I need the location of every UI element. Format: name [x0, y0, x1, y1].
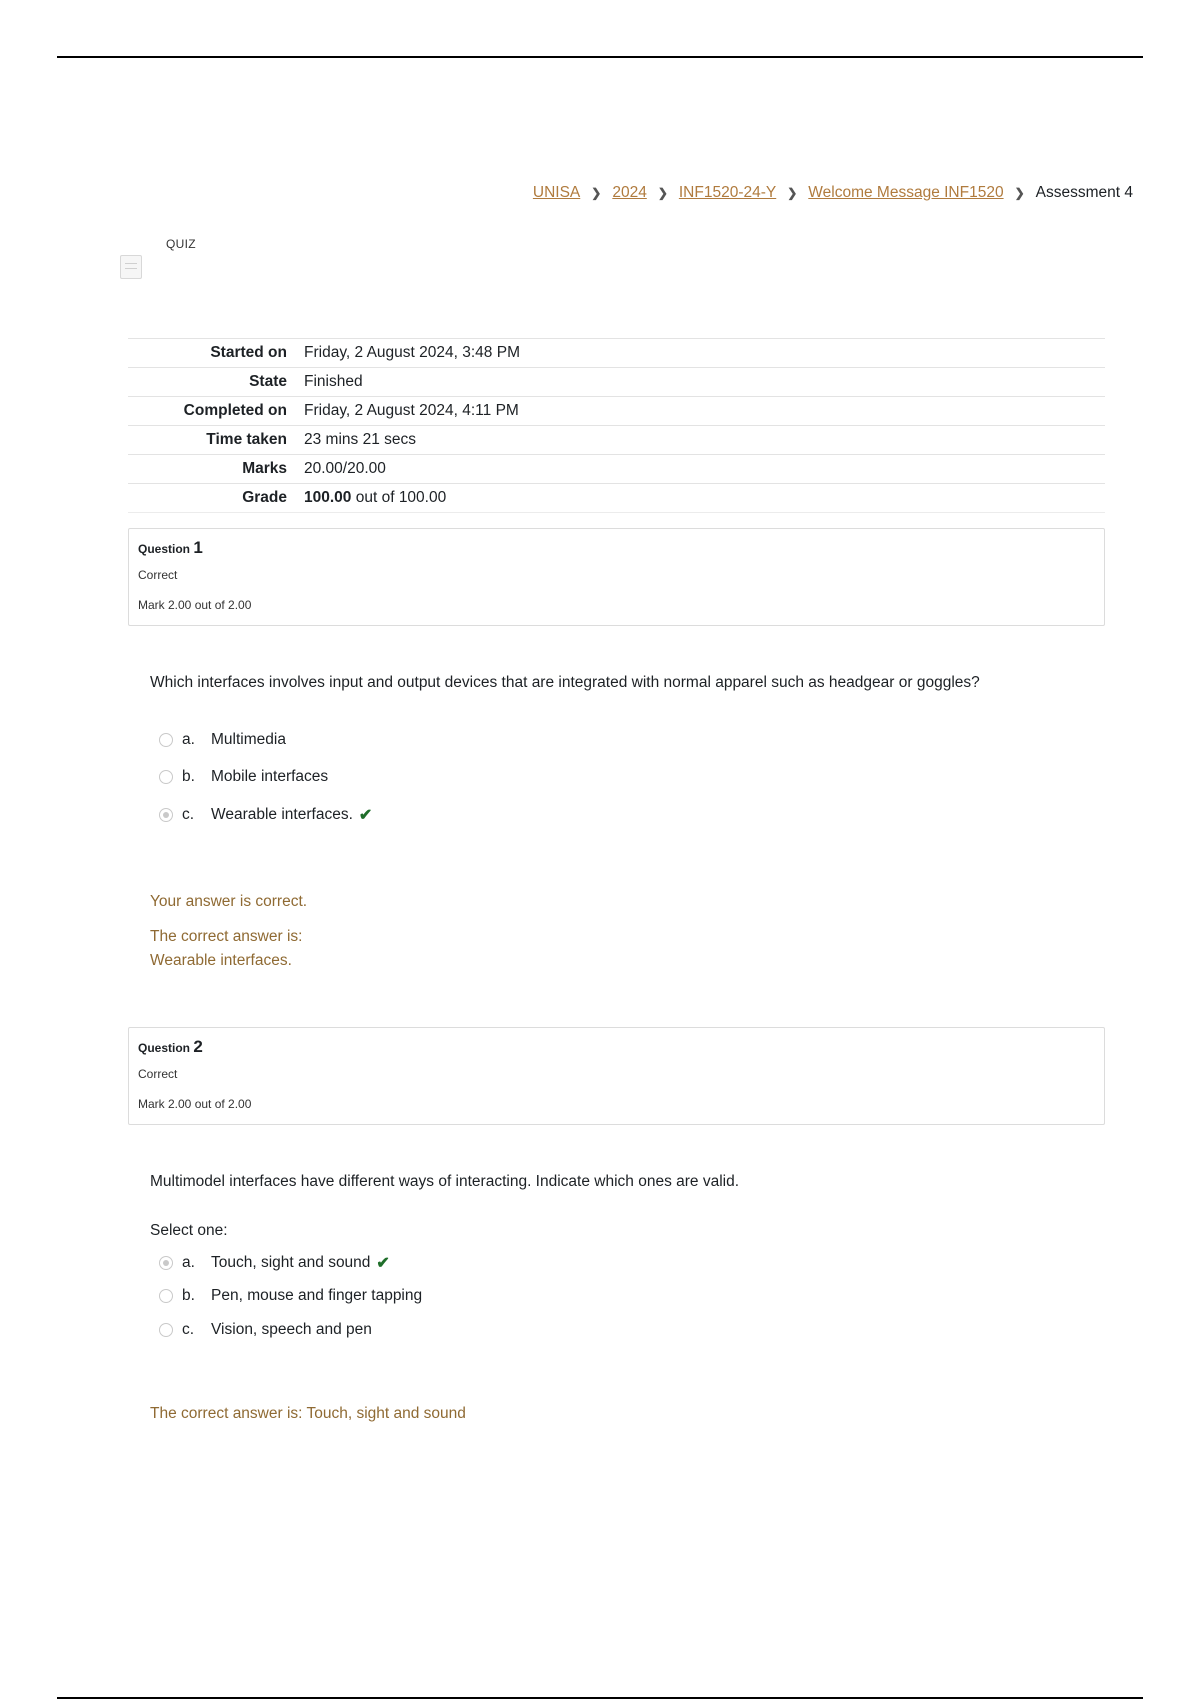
chevron-right-icon: ❯ [1014, 186, 1025, 200]
summary-label: Completed on [128, 397, 304, 426]
radio-button[interactable] [159, 733, 173, 747]
breadcrumb-link-unisa[interactable]: UNISA [532, 184, 581, 201]
option-text: Wearable interfaces. [211, 806, 353, 823]
question-number-value: 2 [193, 1037, 203, 1056]
right-answer-label: The correct answer is: [150, 928, 303, 945]
breadcrumb-link-section[interactable]: Welcome Message INF1520 [808, 184, 1004, 201]
grade-value: 100.00 [304, 489, 352, 506]
summary-row-state [128, 368, 1105, 397]
option-letter: b. [182, 1287, 195, 1304]
breadcrumb-link-year[interactable]: 2024 [612, 184, 647, 201]
summary-row-grade [128, 484, 1105, 513]
grade-suffix: out of 100.00 [351, 489, 447, 506]
right-answer: The correct answer is: Touch, sight and sound [150, 1405, 466, 1422]
answer-option[interactable] [159, 1253, 390, 1273]
right-answer: Wearable interfaces. [150, 952, 292, 969]
summary-value [304, 484, 1105, 513]
option-letter: b. [182, 768, 195, 785]
summary-label: Grade [128, 484, 304, 513]
summary-row-marks [128, 455, 1105, 484]
select-one-prompt: Select one: [150, 1222, 228, 1239]
question-text: Multimodel interfaces have different ways of interacting. Indicate which ones are valid. [150, 1173, 740, 1190]
specific-feedback: Your answer is correct. [150, 893, 308, 910]
breadcrumb-link-course[interactable]: INF1520-24-Y [678, 184, 777, 201]
question-label: Question [138, 542, 191, 556]
summary-row-time-taken [128, 426, 1105, 455]
chevron-right-icon: ❯ [787, 186, 798, 200]
option-letter: a. [182, 731, 195, 748]
answer-option[interactable] [159, 730, 286, 750]
question-label: Question [138, 1041, 191, 1055]
radio-button-selected[interactable] [159, 808, 173, 822]
page-top-rule [57, 56, 1143, 58]
summary-value: 20.00/20.00 [304, 455, 1105, 484]
option-text: Mobile interfaces [211, 768, 329, 785]
checkmark-icon: ✔ [358, 807, 373, 824]
question-text: Which interfaces involves input and output devices that are integrated with normal apparel such as headgear or goggles? [150, 674, 980, 691]
radio-button[interactable] [159, 770, 173, 784]
summary-value: Friday, 2 August 2024, 3:48 PM [304, 339, 1105, 368]
module-type-label: QUIZ [166, 237, 196, 251]
option-letter: a. [182, 1254, 195, 1271]
summary-label: Marks [128, 455, 304, 484]
question-grade: Mark 2.00 out of 2.00 [138, 1097, 252, 1111]
summary-label: Started on [128, 339, 304, 368]
question-grade: Mark 2.00 out of 2.00 [138, 598, 252, 612]
answer-option[interactable] [159, 1320, 372, 1340]
summary-value: 23 mins 21 secs [304, 426, 1105, 455]
summary-label: State [128, 368, 304, 397]
summary-value: Finished [304, 368, 1105, 397]
breadcrumb-current: Assessment 4 [1035, 184, 1133, 201]
option-text: Multimedia [211, 731, 286, 748]
quiz-document-icon [120, 255, 142, 279]
question-number-value: 1 [193, 538, 203, 557]
option-letter: c. [182, 1321, 195, 1338]
option-letter: c. [182, 806, 195, 823]
radio-button[interactable] [159, 1289, 173, 1303]
radio-button[interactable] [159, 1323, 173, 1337]
page-bottom-rule [57, 1697, 1143, 1699]
summary-label: Time taken [128, 426, 304, 455]
question-state: Correct [138, 1067, 178, 1081]
question-state: Correct [138, 568, 178, 582]
option-text: Vision, speech and pen [211, 1321, 372, 1338]
chevron-right-icon: ❯ [657, 186, 668, 200]
summary-value: Friday, 2 August 2024, 4:11 PM [304, 397, 1105, 426]
attempt-summary-table [128, 338, 1105, 513]
breadcrumb [533, 184, 1133, 202]
question-number [138, 538, 203, 558]
question-info-box [128, 528, 1105, 626]
checkmark-icon: ✔ [376, 1255, 390, 1272]
summary-row-completed [128, 397, 1105, 426]
answer-option[interactable] [159, 805, 372, 825]
question-number [138, 1037, 203, 1057]
answer-option[interactable] [159, 1286, 422, 1306]
chevron-right-icon: ❯ [591, 186, 602, 200]
radio-button-selected[interactable] [159, 1256, 173, 1270]
answer-option[interactable] [159, 767, 328, 787]
option-text: Pen, mouse and finger tapping [211, 1287, 423, 1304]
summary-row-started [128, 339, 1105, 368]
option-text: Touch, sight and sound [211, 1254, 371, 1271]
question-info-box [128, 1027, 1105, 1125]
